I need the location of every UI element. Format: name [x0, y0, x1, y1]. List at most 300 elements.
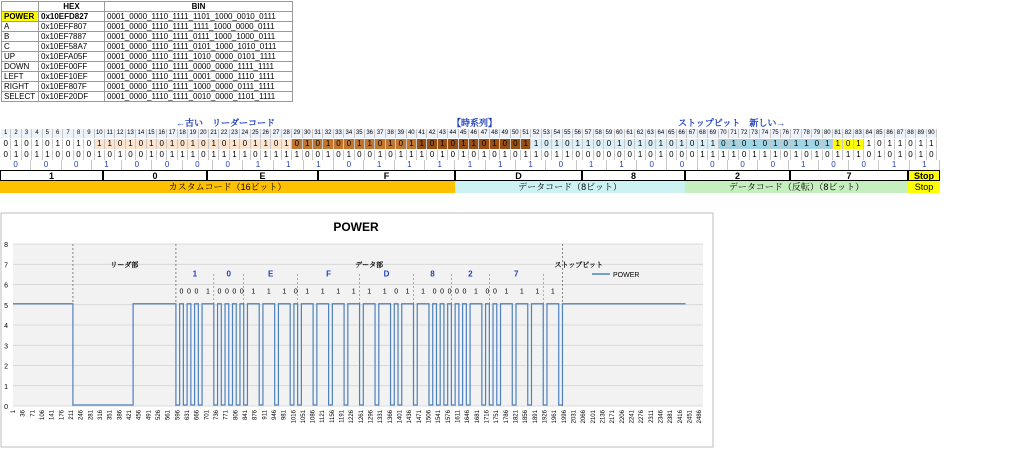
- x-tick-label: 911: [262, 410, 269, 420]
- pulse-cell: 1: [729, 150, 739, 160]
- pulse-cell: 1: [219, 150, 229, 160]
- pulse-cell: 0: [927, 150, 937, 160]
- x-tick-label: 176: [59, 410, 66, 421]
- pulse-cell: 1: [417, 150, 427, 160]
- bit-label: 1: [504, 288, 509, 296]
- index-cell: 6: [53, 129, 63, 138]
- hex-group-cell: 7: [790, 170, 908, 181]
- y-tick-label: 7: [4, 262, 8, 270]
- pulse-cell: 1: [407, 150, 417, 160]
- pulse-cell: 1: [750, 150, 760, 160]
- pulse-cell: 0: [105, 150, 115, 160]
- x-tick-label: 666: [194, 410, 201, 421]
- index-cell: 65: [667, 129, 677, 138]
- x-tick-label: 1541: [436, 410, 443, 424]
- signal-cell: 1: [74, 139, 84, 149]
- pulse-cell: 1: [500, 150, 510, 160]
- code-cell-bin: 0001_0000_1110_1111_1111_1000_0000_0111: [105, 22, 293, 32]
- index-cell: 67: [687, 129, 697, 138]
- index-cell: 30: [303, 129, 313, 138]
- code-cell-key: LEFT: [2, 72, 39, 82]
- y-tick-label: 1: [4, 383, 8, 391]
- pulse-cell: 1: [854, 150, 864, 160]
- x-tick-label: 1156: [329, 410, 336, 423]
- pulse-cell: 1: [771, 150, 781, 160]
- index-cell: 27: [271, 129, 281, 138]
- signal-cell: 0: [604, 139, 614, 149]
- bit-cell: 0: [62, 160, 92, 170]
- x-tick-label: 281: [88, 410, 95, 421]
- y-tick-label: 5: [4, 302, 8, 310]
- bit-cell: 1: [879, 160, 909, 170]
- pulse-cell: 1: [698, 150, 708, 160]
- code-cell-bin: 0001_0000_1110_1111_0010_0000_1101_1111: [105, 92, 293, 102]
- x-tick-label: 2101: [590, 410, 597, 424]
- pulse-cell: 0: [1, 150, 11, 160]
- bit-label: 0: [447, 288, 452, 296]
- index-cell: 9: [84, 129, 94, 138]
- pulse-cell: 0: [334, 150, 344, 160]
- header-timeseries: 【時系列】: [452, 118, 498, 128]
- signal-cell: 1: [521, 139, 531, 149]
- signal-cell: 0: [157, 139, 167, 149]
- x-tick-label: 771: [223, 410, 230, 421]
- index-cell: 55: [563, 129, 573, 138]
- x-tick-label: 1331: [378, 410, 385, 424]
- y-tick-label: 8: [4, 242, 8, 249]
- hex-group-cell: E: [207, 170, 318, 181]
- bit-label: 1: [320, 288, 325, 296]
- y-tick-label: 3: [4, 343, 8, 351]
- bit-cell: 0: [31, 160, 61, 170]
- x-tick-label: 1611: [455, 410, 462, 423]
- signal-cell: 0: [334, 139, 344, 149]
- hex-label: D: [383, 269, 390, 279]
- index-cell: 53: [542, 129, 552, 138]
- index-cell: 59: [604, 129, 614, 138]
- code-cell-hex: 0x10EF58A7: [39, 42, 105, 52]
- index-cell: 24: [240, 129, 250, 138]
- signal-cell: 1: [126, 139, 136, 149]
- index-cell: 42: [427, 129, 437, 138]
- signal-cell: 0: [313, 139, 323, 149]
- code-cell-bin: 0001_0000_1110_1111_1101_1000_0010_0111: [105, 12, 293, 22]
- index-cell: 63: [646, 129, 656, 138]
- index-cell: 81: [833, 129, 843, 138]
- hex-label: 2: [468, 269, 473, 279]
- x-tick-label: 106: [39, 410, 46, 421]
- x-tick-label: 1786: [503, 410, 510, 424]
- pulse-cell: 0: [677, 150, 687, 160]
- x-tick-label: 1366: [387, 410, 394, 424]
- signal-cell: 0: [240, 139, 250, 149]
- y-tick-label: 0: [4, 404, 8, 411]
- section-label: データ部: [355, 262, 384, 269]
- code-cell-key: DOWN: [2, 62, 39, 72]
- x-tick-label: 421: [126, 410, 133, 421]
- signal-cell: 1: [438, 139, 448, 149]
- code-cell-bin: 0001_0000_1110_1111_1010_0000_0101_1111: [105, 52, 293, 62]
- bit-label: 1: [474, 288, 478, 296]
- signal-cell: 1: [708, 139, 718, 149]
- bit-label: 0: [224, 288, 229, 296]
- signal-cell: 1: [251, 139, 261, 149]
- signal-cell: 1: [459, 139, 469, 149]
- bit-label: 1: [519, 288, 524, 296]
- pulse-cell: 1: [833, 150, 843, 160]
- bit-cell: 0: [1, 160, 31, 170]
- signal-cell: 0: [344, 139, 354, 149]
- signal-cell: 0: [625, 139, 635, 149]
- pulse-cell: 1: [271, 150, 281, 160]
- y-tick-label: 6: [4, 282, 8, 290]
- code-cell-bin: 0001_0000_1110_1111_0101_1000_1010_0111: [105, 42, 293, 52]
- signal-cell: 1: [282, 139, 292, 149]
- signal-cell: 1: [916, 139, 926, 149]
- bit-label: 1: [251, 288, 256, 296]
- index-cell: 82: [843, 129, 853, 138]
- signal-cell: 0: [760, 139, 770, 149]
- code-cell-hex: 0x10EF20DF: [39, 92, 105, 102]
- x-tick-label: 2381: [668, 410, 675, 424]
- pulse-cell: 1: [459, 150, 469, 160]
- signal-cell: 1: [791, 139, 801, 149]
- hex-group-cell: 8: [582, 170, 685, 181]
- pulse-cell: 1: [916, 150, 926, 160]
- pulse-cell: 0: [511, 150, 521, 160]
- bit-label: 1: [405, 288, 410, 296]
- signal-cell: 1: [833, 139, 843, 149]
- bit-label: 0: [239, 288, 244, 296]
- index-cell: 26: [261, 129, 271, 138]
- index-cell: 84: [864, 129, 874, 138]
- code-cell-hex: 0x10EF807F: [39, 82, 105, 92]
- pulse-cell: 1: [344, 150, 354, 160]
- hex-label: 8: [430, 269, 435, 279]
- hex-group-cell: Stop: [908, 170, 940, 181]
- pulse-cell: 0: [313, 150, 323, 160]
- x-tick-label: 1121: [320, 410, 327, 423]
- bit-sheet: [0, 0, 1024, 215]
- x-tick-label: 631: [184, 410, 191, 421]
- signal-cell: 1: [147, 139, 157, 149]
- bit-cell: 0: [819, 160, 849, 170]
- pulse-cell: 0: [573, 150, 583, 160]
- code-cell-bin: 0001_0000_1110_1111_1000_0000_0111_1111: [105, 82, 293, 92]
- pulse-cell: 0: [885, 150, 895, 160]
- index-cell: 87: [895, 129, 905, 138]
- code-table-header-cell: HEX: [39, 2, 105, 12]
- x-tick-label: 736: [213, 410, 220, 421]
- index-cell: 58: [594, 129, 604, 138]
- pulse-cell: 1: [95, 150, 105, 160]
- x-tick-label: 1016: [291, 410, 298, 424]
- bit-cell: 1: [577, 160, 607, 170]
- bit-cell: 0: [637, 160, 667, 170]
- index-cell: 78: [802, 129, 812, 138]
- x-tick-label: 2066: [581, 410, 588, 424]
- pulse-cell: 1: [563, 150, 573, 160]
- code-cell-key: UP: [2, 52, 39, 62]
- pulse-cell: 1: [791, 150, 801, 160]
- index-cell: 75: [771, 129, 781, 138]
- signal-cell: 1: [531, 139, 541, 149]
- x-tick-label: 1716: [484, 410, 491, 424]
- pulse-cell: 0: [157, 150, 167, 160]
- signal-cell: 1: [656, 139, 666, 149]
- bit-label: 1: [351, 288, 356, 296]
- x-tick-label: 701: [204, 410, 211, 421]
- signal-cell: 1: [469, 139, 479, 149]
- pulse-cell: 1: [895, 150, 905, 160]
- signal-cell: 0: [479, 139, 489, 149]
- index-cell: 18: [178, 129, 188, 138]
- index-cell: 20: [199, 129, 209, 138]
- x-tick-label: 2206: [619, 410, 626, 424]
- signal-cell: 0: [115, 139, 125, 149]
- bit-label: 1: [336, 288, 341, 296]
- index-cell: 5: [43, 129, 53, 138]
- x-tick-label: 2031: [571, 410, 578, 424]
- x-tick-label: 841: [242, 410, 249, 421]
- index-cell: 39: [396, 129, 406, 138]
- code-cell-key: A: [2, 22, 39, 32]
- x-tick-label: 1471: [416, 410, 423, 424]
- index-cell: 13: [126, 129, 136, 138]
- pulse-cell: 0: [84, 150, 94, 160]
- signal-cell: 1: [750, 139, 760, 149]
- pulse-cell: 0: [469, 150, 479, 160]
- bit-cell: 1: [274, 160, 304, 170]
- index-cell: 89: [916, 129, 926, 138]
- pulse-cell: 0: [74, 150, 84, 160]
- pulse-cell: 1: [812, 150, 822, 160]
- signal-cell: 0: [667, 139, 677, 149]
- x-tick-label: 491: [146, 410, 153, 421]
- signal-cell: 0: [739, 139, 749, 149]
- index-cell: 72: [739, 129, 749, 138]
- x-tick-label: 246: [78, 410, 85, 421]
- bit-cell: 0: [183, 160, 213, 170]
- signal-cell: 1: [583, 139, 593, 149]
- signal-cell: 1: [802, 139, 812, 149]
- signal-cell: 0: [781, 139, 791, 149]
- hex-label: E: [268, 269, 274, 279]
- bit-label: 0: [485, 288, 490, 296]
- pulse-cell: 1: [323, 150, 333, 160]
- code-cell-hex: 0x10EF00FF: [39, 62, 105, 72]
- code-band: Stop: [908, 181, 940, 193]
- index-cell: 73: [750, 129, 760, 138]
- bit-cell: 1: [910, 160, 940, 170]
- bit-label: 1: [282, 288, 287, 296]
- signal-cell: 1: [188, 139, 198, 149]
- x-tick-label: 71: [30, 410, 37, 417]
- pulse-cell: 1: [261, 150, 271, 160]
- hex-group-cell: F: [318, 170, 455, 181]
- pulse-cell: 0: [365, 150, 375, 160]
- code-cell-hex: 0x10EF7887: [39, 32, 105, 42]
- code-band: カスタムコード（16ビット）: [0, 181, 455, 193]
- bit-label: 1: [535, 288, 540, 296]
- pulse-cell: 0: [303, 150, 313, 160]
- pulse-cell: 0: [126, 150, 136, 160]
- x-tick-label: 141: [49, 410, 56, 421]
- index-cell: 57: [583, 129, 593, 138]
- pulse-cell: 0: [199, 150, 209, 160]
- index-cell: 15: [147, 129, 157, 138]
- pulse-cell: 0: [583, 150, 593, 160]
- signal-cell: 0: [646, 139, 656, 149]
- index-cell: 1: [1, 129, 11, 138]
- signal-cell: 1: [615, 139, 625, 149]
- index-cell: 14: [136, 129, 146, 138]
- signal-cell: 1: [386, 139, 396, 149]
- x-tick-label: 2346: [658, 410, 665, 424]
- signal-cell: 1: [230, 139, 240, 149]
- index-cell: 35: [355, 129, 365, 138]
- pulse-cell: 0: [63, 150, 73, 160]
- bit-label: 1: [205, 288, 210, 296]
- index-cell: 37: [375, 129, 385, 138]
- pulse-cell: 1: [521, 150, 531, 160]
- signal-cell: 0: [906, 139, 916, 149]
- bit-label: 0: [187, 288, 191, 296]
- bit-label: 1: [421, 288, 426, 296]
- signal-cell: 0: [136, 139, 146, 149]
- pulse-cell: 0: [687, 150, 697, 160]
- bit-cell: 0: [849, 160, 879, 170]
- pulse-cell: 1: [396, 150, 406, 160]
- index-cell: 45: [459, 129, 469, 138]
- pulse-cell: 0: [542, 150, 552, 160]
- index-cell: 36: [365, 129, 375, 138]
- pulse-cell: 0: [594, 150, 604, 160]
- index-cell: 56: [573, 129, 583, 138]
- x-tick-label: 1261: [358, 410, 365, 424]
- code-cell-key: C: [2, 42, 39, 52]
- index-cell: 41: [417, 129, 427, 138]
- bit-label: 0: [462, 288, 467, 296]
- pulse-cell: 1: [167, 150, 177, 160]
- y-tick-label: 4: [4, 323, 8, 330]
- bit-label: 0: [293, 288, 298, 296]
- index-cell: 11: [105, 129, 115, 138]
- signal-cell: 0: [43, 139, 53, 149]
- bit-cell: 1: [455, 160, 485, 170]
- hex-group-cell: 0: [103, 170, 207, 181]
- index-cell: 7: [63, 129, 73, 138]
- pulse-cell: 0: [490, 150, 500, 160]
- index-cell: 40: [407, 129, 417, 138]
- x-tick-label: 351: [107, 410, 114, 421]
- x-tick-label: 1086: [310, 410, 317, 424]
- pulse-cell: 1: [32, 150, 42, 160]
- index-cell: 10: [95, 129, 105, 138]
- code-cell-key: B: [2, 32, 39, 42]
- signal-cell: 1: [355, 139, 365, 149]
- x-tick-label: 1961: [552, 410, 559, 424]
- index-cell: 80: [823, 129, 833, 138]
- header-stopbit: ストップビット 新しい→: [678, 118, 786, 128]
- x-tick-label: 386: [117, 410, 124, 421]
- x-tick-label: 1051: [300, 410, 307, 424]
- bit-cell: 1: [425, 160, 455, 170]
- bit-cell: 1: [395, 160, 425, 170]
- index-cell: 31: [313, 129, 323, 138]
- pulse-cell: 1: [11, 150, 21, 160]
- bit-cell: 0: [334, 160, 364, 170]
- pulse-cell: 1: [843, 150, 853, 160]
- bit-cell: 0: [758, 160, 788, 170]
- signal-cell: 1: [490, 139, 500, 149]
- bit-cell: 1: [304, 160, 334, 170]
- x-tick-label: 2276: [639, 410, 646, 424]
- code-cell-key: POWER: [2, 12, 39, 22]
- x-tick-label: 1996: [561, 410, 568, 424]
- pulse-cell: 1: [147, 150, 157, 160]
- index-cell: 54: [552, 129, 562, 138]
- signal-cell: 1: [303, 139, 313, 149]
- code-cell-hex: 0x10EF10EF: [39, 72, 105, 82]
- bit-cell: 0: [546, 160, 576, 170]
- signal-cell: 1: [823, 139, 833, 149]
- signal-cell: 0: [271, 139, 281, 149]
- index-cell: 43: [438, 129, 448, 138]
- index-cell: 71: [729, 129, 739, 138]
- signal-cell: 0: [719, 139, 729, 149]
- pulse-cell: 0: [22, 150, 32, 160]
- signal-cell: 1: [895, 139, 905, 149]
- signal-cell: 1: [635, 139, 645, 149]
- signal-cell: 0: [1, 139, 11, 149]
- index-cell: 62: [635, 129, 645, 138]
- bit-label: 1: [266, 288, 271, 296]
- bit-label: 0: [440, 288, 445, 296]
- signal-cell: 1: [261, 139, 271, 149]
- x-tick-label: 1296: [368, 410, 375, 424]
- x-tick-label: 1856: [523, 410, 530, 424]
- signal-cell: 0: [448, 139, 458, 149]
- pulse-cell: 0: [802, 150, 812, 160]
- bit-cell: 0: [667, 160, 697, 170]
- signal-cell: 1: [407, 139, 417, 149]
- chart-title: POWER: [333, 220, 379, 234]
- bit-cell: 0: [213, 160, 243, 170]
- index-cell: 88: [906, 129, 916, 138]
- signal-cell: 1: [32, 139, 42, 149]
- bit-cell: 1: [607, 160, 637, 170]
- x-tick-label: 1891: [532, 410, 539, 424]
- x-tick-label: 2311: [648, 410, 655, 423]
- code-cell-hex: 0x10EFA05F: [39, 52, 105, 62]
- pulse-cell: 1: [292, 150, 302, 160]
- x-tick-label: 1506: [426, 410, 433, 424]
- index-cell: 47: [479, 129, 489, 138]
- bit-label: 1: [550, 288, 555, 296]
- index-cell: 83: [854, 129, 864, 138]
- signal-cell: 1: [323, 139, 333, 149]
- bit-label: 0: [432, 288, 437, 296]
- signal-cell: 1: [105, 139, 115, 149]
- signal-cell: 0: [178, 139, 188, 149]
- index-cell: 8: [74, 129, 84, 138]
- bit-label: 0: [179, 288, 184, 296]
- pulse-cell: 1: [656, 150, 666, 160]
- pulse-cell: 1: [708, 150, 718, 160]
- x-tick-label: 806: [233, 410, 240, 421]
- index-cell: 12: [115, 129, 125, 138]
